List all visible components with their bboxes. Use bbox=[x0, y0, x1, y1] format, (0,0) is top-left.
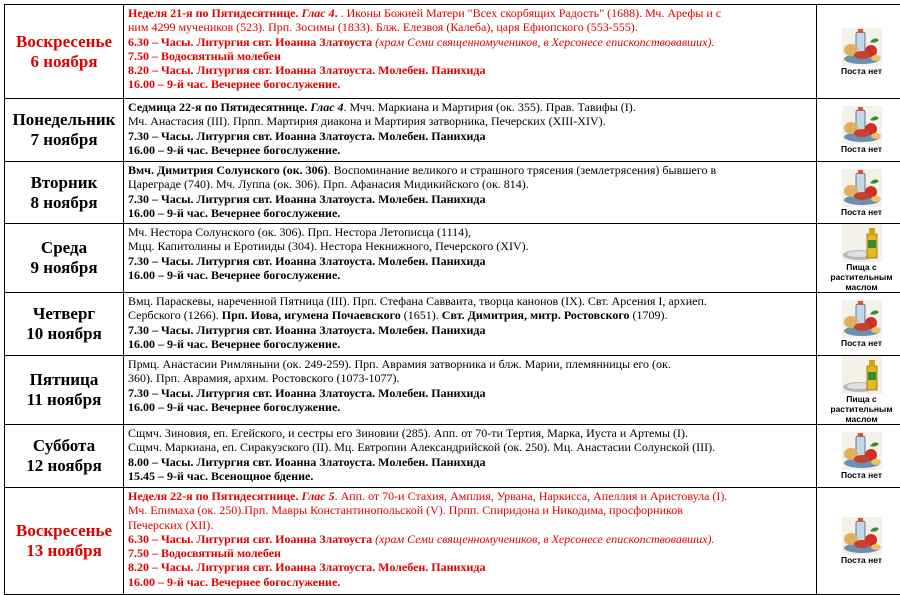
fast-label: Поста нет bbox=[817, 66, 900, 76]
text-segment: 7.30 – Часы. Литургия свт. Иоанна Златоуста. Молебен. Панихида bbox=[128, 254, 485, 268]
fast-label: Поста нет bbox=[817, 207, 900, 217]
services-cell bbox=[124, 425, 817, 488]
day-row bbox=[5, 162, 900, 224]
day-cell bbox=[5, 425, 124, 488]
services-cell bbox=[124, 99, 817, 162]
text-segment: 7.50 – Водосвятный молебен bbox=[128, 546, 281, 560]
date-label: 6 ноября bbox=[5, 52, 123, 72]
service-line bbox=[128, 49, 812, 63]
weekday-label: Понедельник bbox=[5, 110, 123, 130]
date-label: 9 ноября bbox=[5, 258, 123, 278]
services-cell bbox=[124, 488, 817, 595]
service-line bbox=[128, 503, 812, 517]
date-label: 10 ноября bbox=[5, 324, 123, 344]
day-cell bbox=[5, 162, 124, 224]
fast-label: растительным bbox=[817, 272, 900, 282]
text-segment: Неделя 21-я по Пятидесятнице. bbox=[128, 6, 301, 20]
service-line bbox=[128, 225, 812, 239]
service-line bbox=[128, 400, 812, 414]
text-segment: Прп. Иова, игумена Почаевского bbox=[222, 308, 401, 322]
service-line bbox=[128, 268, 812, 282]
text-segment: 16.00 – 9-й час. Вечернее богослужение. bbox=[128, 143, 340, 157]
text-segment: 7.50 – Водосвятный молебен bbox=[128, 49, 281, 63]
text-segment: Вмч. Димитрия Солунского (ок. 306) bbox=[128, 163, 328, 177]
text-segment: Сщмч. Зиновия, еп. Егейского, и сестры его Зиновии (285). Апп. от 70-ти Тертия, Марка, Иуста и Артемы (I). bbox=[128, 426, 688, 440]
service-line bbox=[128, 455, 812, 469]
service-line bbox=[128, 35, 812, 49]
text-segment: Седмица 22-я по Пятидесятнице. bbox=[128, 100, 310, 114]
text-segment: 15.45 – 9-й час. Всенощное бдение. bbox=[128, 469, 313, 483]
text-segment: Мцц. Капитолины и Еротииды (304). Нестора Некнижного, Печерского (XIV). bbox=[128, 239, 529, 253]
day-row bbox=[5, 99, 900, 162]
day-cell bbox=[5, 356, 124, 425]
service-line bbox=[128, 163, 812, 177]
text-segment: 16.00 – 9-й час. Вечернее богослужение. bbox=[128, 400, 340, 414]
service-line bbox=[128, 100, 812, 114]
food-icon bbox=[842, 106, 882, 144]
service-line bbox=[128, 192, 812, 206]
fast-cell bbox=[817, 5, 900, 99]
day-cell bbox=[5, 293, 124, 356]
text-segment: 16.00 – 9-й час. Вечернее богослужение. bbox=[128, 337, 340, 351]
weekday-label: Воскресенье bbox=[5, 32, 123, 52]
fast-cell bbox=[817, 293, 900, 356]
text-segment: 8.20 – Часы. Литургия свт. Иоанна Златоуста. Молебен. Панихида bbox=[128, 560, 485, 574]
services-cell bbox=[124, 356, 817, 425]
fast-cell bbox=[817, 356, 900, 425]
date-label: 11 ноября bbox=[5, 390, 123, 410]
text-segment: 6.30 – Часы. Литургия свт. Иоанна Златоуста bbox=[128, 35, 375, 49]
text-segment: Свт. Димитрия, митр. Ростовского bbox=[442, 308, 630, 322]
food-icon bbox=[842, 300, 882, 338]
text-segment: Печерских (XII). bbox=[128, 518, 213, 532]
fast-cell bbox=[817, 488, 900, 595]
service-line bbox=[128, 426, 812, 440]
service-line bbox=[128, 143, 812, 157]
weekday-label: Воскресенье bbox=[5, 521, 123, 541]
service-line bbox=[128, 129, 812, 143]
day-row bbox=[5, 224, 900, 293]
schedule-table bbox=[4, 4, 900, 595]
service-line bbox=[128, 20, 812, 34]
day-cell bbox=[5, 99, 124, 162]
weekday-label: Четверг bbox=[5, 304, 123, 324]
fast-cell bbox=[817, 224, 900, 293]
text-segment: 360). Прп. Аврамия, архим. Ростовского (1073-1077). bbox=[128, 371, 399, 385]
text-segment: Сербского (1266). bbox=[128, 308, 222, 322]
date-label: 13 ноября bbox=[5, 541, 123, 561]
services-cell bbox=[124, 162, 817, 224]
service-line bbox=[128, 371, 812, 385]
text-segment: (1709). bbox=[629, 308, 667, 322]
service-line bbox=[128, 239, 812, 253]
fast-label: маслом bbox=[817, 282, 900, 292]
schedule-body bbox=[5, 5, 900, 595]
text-segment: 7.30 – Часы. Литургия свт. Иоанна Златоуста. Молебен. Панихида bbox=[128, 386, 485, 400]
service-line bbox=[128, 546, 812, 560]
text-segment: 7.30 – Часы. Литургия свт. Иоанна Златоуста. Молебен. Панихида bbox=[128, 323, 485, 337]
text-segment: Глас 4 bbox=[310, 100, 343, 114]
food-icon bbox=[842, 517, 882, 555]
service-line bbox=[128, 575, 812, 589]
text-segment: 16.00 – 9-й час. Вечернее богослужение. bbox=[128, 206, 340, 220]
text-segment: 16.00 – 9-й час. Вечернее богослужение. bbox=[128, 77, 340, 91]
weekday-label: Суббота bbox=[5, 436, 123, 456]
service-line bbox=[128, 294, 812, 308]
text-segment: Вмц. Параскевы, нареченной Пятница (III). Прп. Стефана Савваита, творца канонов (IX). Свт. Арсения I, архиеп. bbox=[128, 294, 707, 308]
fast-label: Пища с bbox=[817, 394, 900, 404]
service-line bbox=[128, 177, 812, 191]
date-label: 8 ноября bbox=[5, 193, 123, 213]
food-icon bbox=[842, 432, 882, 470]
fast-cell bbox=[817, 425, 900, 488]
fast-label: маслом bbox=[817, 414, 900, 424]
day-cell bbox=[5, 224, 124, 293]
date-label: 7 ноября bbox=[5, 130, 123, 150]
services-cell bbox=[124, 5, 817, 99]
fast-label: Поста нет bbox=[817, 470, 900, 480]
text-segment: . Мчч. Маркиана и Мартирия (ок. 355). Прав. Тавифы (I). bbox=[344, 100, 636, 114]
weekday-label: Вторник bbox=[5, 173, 123, 193]
day-cell bbox=[5, 488, 124, 595]
text-segment: 8.00 – Часы. Литургия свт. Иоанна Златоуста. Молебен. Панихида bbox=[128, 455, 485, 469]
fast-label: растительным bbox=[817, 404, 900, 414]
text-segment: 16.00 – 9-й час. Вечернее богослужение. bbox=[128, 268, 340, 282]
text-segment: . bbox=[335, 6, 341, 20]
text-segment: (1651). bbox=[401, 308, 442, 322]
text-segment: 7.30 – Часы. Литургия свт. Иоанна Златоуста. Молебен. Панихида bbox=[128, 192, 485, 206]
fast-cell bbox=[817, 162, 900, 224]
service-line bbox=[128, 357, 812, 371]
text-segment: . Апп. от 70-и Стахия, Амплия, Урвана, Наркисса, Апеллия и Аристовула (I). bbox=[335, 489, 728, 503]
service-line bbox=[128, 114, 812, 128]
text-segment: Цареграде (740). Мч. Луппа (ок. 306). Прп. Афанасия Мидикийского (ок. 814). bbox=[128, 177, 529, 191]
date-label: 12 ноября bbox=[5, 456, 123, 476]
service-line bbox=[128, 63, 812, 77]
service-line bbox=[128, 469, 812, 483]
text-segment: Глас 4 bbox=[301, 6, 334, 20]
text-segment: . Иконы Божией Матери "Всех скорбящих Радость" (1688). Мч. Арефы и с bbox=[341, 6, 722, 20]
service-line bbox=[128, 308, 812, 322]
service-line bbox=[128, 77, 812, 91]
text-segment: Неделя 22-я по Пятидесятнице. bbox=[128, 489, 301, 503]
day-row bbox=[5, 356, 900, 425]
text-segment: 16.00 – 9-й час. Вечернее богослужение. bbox=[128, 575, 340, 589]
day-row bbox=[5, 488, 900, 595]
text-segment: 7.30 – Часы. Литургия свт. Иоанна Златоуста. Молебен. Панихида bbox=[128, 129, 485, 143]
services-cell bbox=[124, 293, 817, 356]
fast-label: Пища с bbox=[817, 262, 900, 272]
service-line bbox=[128, 532, 812, 546]
text-segment: Прмц. Анастасии Римляныни (ок. 249-259). Прп. Аврамия затворника и блж. Марии, племянницы его (ок. bbox=[128, 357, 671, 371]
text-segment: Мч. Анастасия (III). Прпп. Мартирия диакона и Мартирия затворника, Печерских (XIII-XIV). bbox=[128, 114, 606, 128]
text-segment: 8.20 – Часы. Литургия свт. Иоанна Златоуста. Молебен. Панихида bbox=[128, 63, 485, 77]
text-segment: Мч. Нестора Солунского (ок. 306). Прп. Нестора Летописца (1114), bbox=[128, 225, 471, 239]
weekday-label: Среда bbox=[5, 238, 123, 258]
weekday-label: Пятница bbox=[5, 370, 123, 390]
day-row bbox=[5, 293, 900, 356]
food-icon bbox=[842, 169, 882, 207]
day-cell bbox=[5, 5, 124, 99]
oil-icon bbox=[842, 356, 882, 394]
fast-label: Поста нет bbox=[817, 338, 900, 348]
service-line bbox=[128, 489, 812, 503]
service-line bbox=[128, 254, 812, 268]
service-line bbox=[128, 206, 812, 220]
day-row bbox=[5, 5, 900, 99]
text-segment: (храм Семи священномучеников, в Херсонесе епископствовавших). bbox=[375, 532, 714, 546]
service-line bbox=[128, 337, 812, 351]
service-line bbox=[128, 323, 812, 337]
text-segment: . Воспоминание великого и страшного трясения (землетрясения) бывшего в bbox=[328, 163, 716, 177]
fast-label: Поста нет bbox=[817, 555, 900, 565]
service-line bbox=[128, 440, 812, 454]
text-segment: Мч. Епимаха (ок. 250).Прп. Мавры Константинопольской (V). Прпп. Спиридона и Никодима, просфорников bbox=[128, 503, 683, 517]
oil-icon bbox=[842, 224, 882, 262]
service-line bbox=[128, 386, 812, 400]
text-segment: Глас 5 bbox=[301, 489, 334, 503]
fast-label: Поста нет bbox=[817, 144, 900, 154]
food-icon bbox=[842, 28, 882, 66]
text-segment: ним 4299 мучеников (523). Прп. Зосимы (1833). Блж. Елезвоя (Калеба), царя Ефиопского (553-555). bbox=[128, 20, 638, 34]
service-line bbox=[128, 560, 812, 574]
text-segment: 6.30 – Часы. Литургия свт. Иоанна Златоуста bbox=[128, 532, 375, 546]
text-segment: (храм Семи священномучеников, в Херсонесе епископствовавших). bbox=[375, 35, 714, 49]
fast-cell bbox=[817, 99, 900, 162]
services-cell bbox=[124, 224, 817, 293]
service-line bbox=[128, 6, 812, 20]
text-segment: Сщмч. Маркиана, еп. Сиракузского (II). Мц. Евтропии Александрийской (ок. 250). Мц. Анастасии Солунской (III). bbox=[128, 440, 715, 454]
service-line bbox=[128, 518, 812, 532]
day-row bbox=[5, 425, 900, 488]
